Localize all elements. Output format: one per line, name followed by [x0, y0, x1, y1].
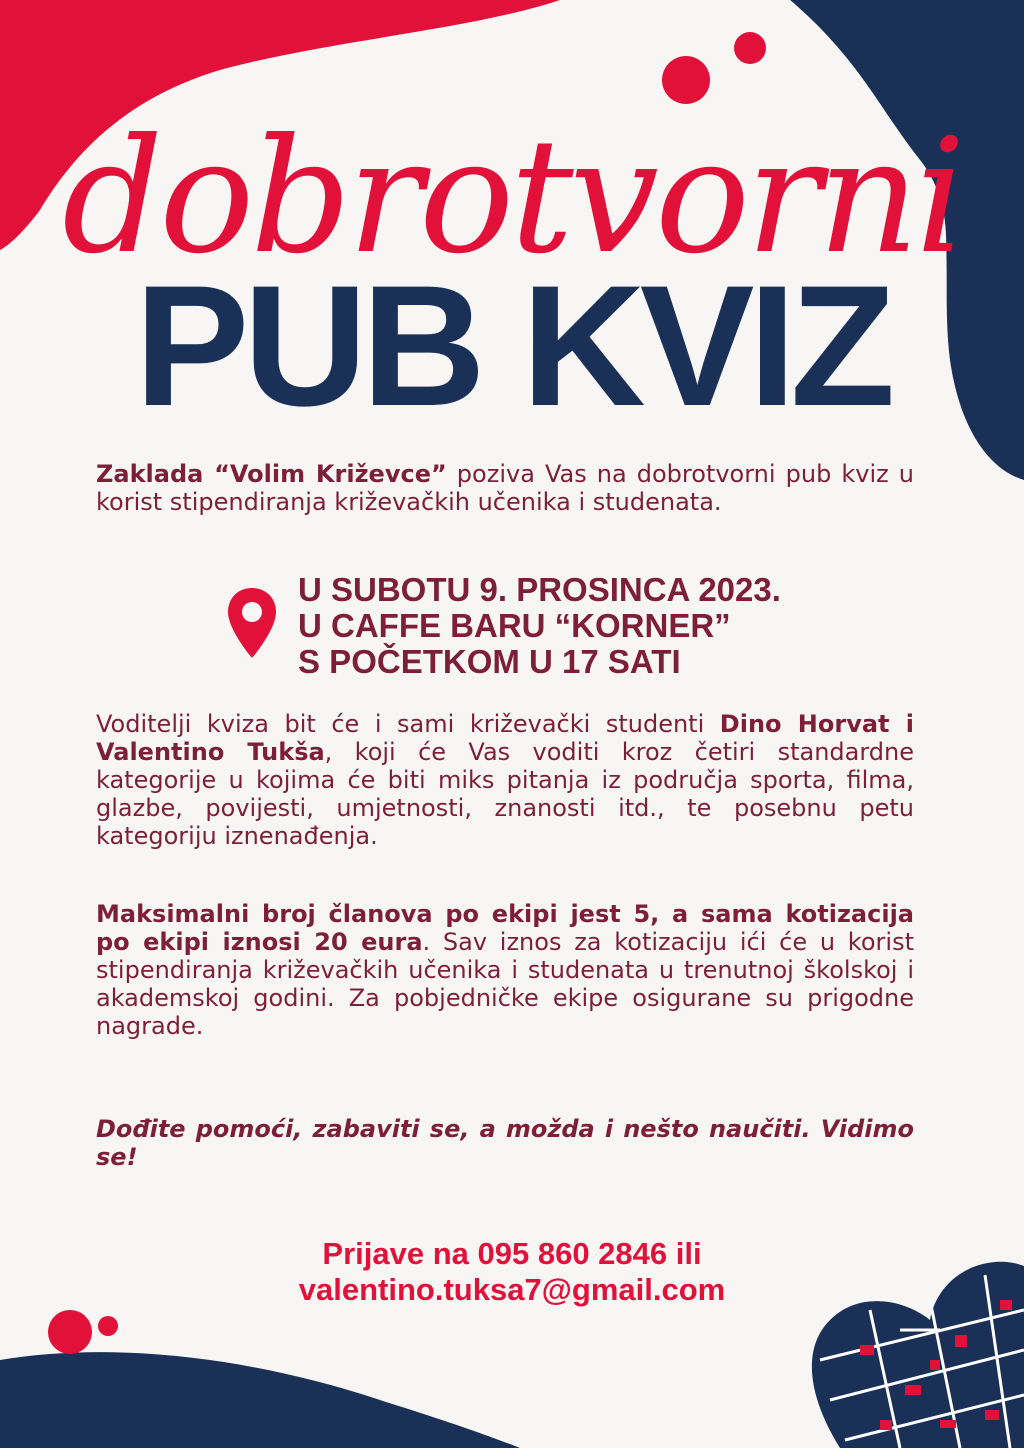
event-venue: U CAFFE BARU “KORNER”: [298, 607, 731, 644]
red-dot: [98, 1316, 118, 1336]
red-dot: [734, 32, 766, 64]
script-title: dobrotvorni: [62, 105, 962, 289]
contact-info: [0, 1236, 1024, 1308]
event-time: S POČETKOM U 17 SATI: [298, 643, 681, 680]
red-dot: [48, 1310, 92, 1354]
location-pin-icon: [226, 586, 278, 660]
contact-phone: Prijave na 095 860 2846 ili: [322, 1236, 702, 1271]
main-title: PUB KVIZ: [134, 250, 890, 442]
team-rules: Maksimalni broj članova po ekipi jest 5, a sama kotizacija po ekipi iznosi 20 eura: [96, 900, 914, 956]
team-text: . Sav iznos za kotizaciju ići će u korist stipendiranja križevačkih učenika i studenata u trenutnoj školskoj i akademskoj godini. Za pobjedničke ekipe osigurane su prigodne nagrade.: [96, 928, 914, 1040]
intro-text: poziva Vas na dobrotvorni pub kviz u korist stipendiranja križevačkih učenika i studenata.: [96, 460, 914, 516]
intro-paragraph: [96, 460, 914, 516]
details-paragraph: [96, 710, 914, 850]
red-dot: [662, 56, 710, 104]
details-text-1: Voditelji kviza bit će i sami križevački studenti: [96, 710, 720, 738]
foundation-name: Zaklada “Volim Križevce”: [96, 460, 447, 488]
navy-corner-blob-bottom: [0, 1352, 520, 1448]
team-paragraph: [96, 900, 914, 1040]
event-info: [298, 572, 781, 680]
event-date: U SUBOTU 9. PROSINCA 2023.: [298, 571, 781, 608]
contact-email[interactable]: valentino.tuksa7@gmail.com: [298, 1272, 726, 1307]
details-text-2: , koji će Vas voditi kroz četiri standardne kategorije u kojima će biti miks pitanja iz područja sporta, filma, glazbe, povijesti, umjetnosti, znanosti itd., te posebnu petu kategoriju iznenađenja.: [96, 738, 914, 850]
closing-text: Dođite pomoći, zabaviti se, a možda i nešto naučiti. Vidimo se!: [96, 1115, 914, 1171]
closing-paragraph: [96, 1115, 914, 1171]
host-names: Dino Horvat i Valentino Tukša: [96, 710, 914, 766]
